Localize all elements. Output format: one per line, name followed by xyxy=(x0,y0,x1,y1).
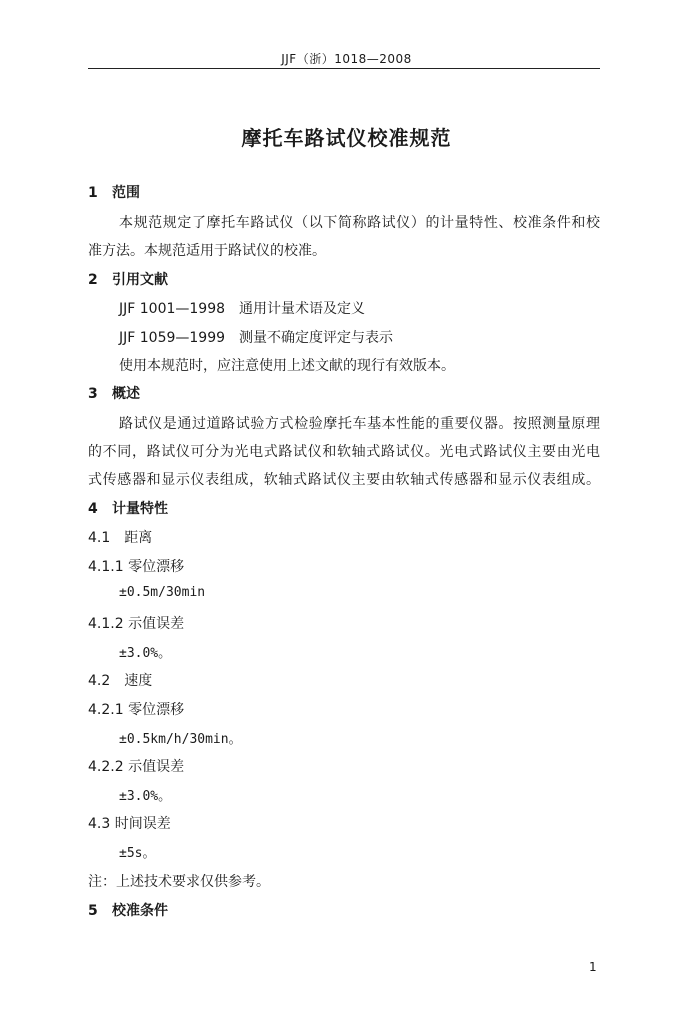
section-title: 校准条件 xyxy=(112,903,168,919)
section-1-heading xyxy=(88,182,140,202)
section-title: 概述 xyxy=(112,386,140,402)
paragraph-line: 本规范规定了摩托车路试仪（以下简称路试仪）的计量特性、校准条件和校 xyxy=(119,215,600,231)
reference-item: JJF 1059—1999 测量不确定度评定与表示 xyxy=(119,330,394,346)
section-number: 4 xyxy=(88,501,98,517)
section-4-heading xyxy=(88,498,168,518)
spec-value: ±0.5m/30min xyxy=(119,585,206,600)
section-title: 范围 xyxy=(112,185,140,201)
paragraph-line: 路试仪是通过道路试验方式检验摩托车基本性能的重要仪器。按照测量原理 xyxy=(119,416,600,432)
subsection-heading: 4.1.1 零位漂移 xyxy=(88,559,185,575)
subsection-heading: 4.1 距离 xyxy=(88,530,153,546)
subsection-heading: 4.2.1 零位漂移 xyxy=(88,702,185,718)
section-title: 计量特性 xyxy=(112,501,168,517)
subsection-heading: 4.2.2 示值误差 xyxy=(88,759,185,775)
paragraph-line: 式传感器和显示仪表组成，软轴式路试仪主要由软轴式传感器和显示仪表组成。 xyxy=(88,472,600,488)
section-5-heading xyxy=(88,900,168,920)
spec-value: ±5s。 xyxy=(119,846,156,861)
section-3-heading xyxy=(88,383,140,403)
section-number: 5 xyxy=(88,903,98,919)
subsection-heading: 4.3 时间误差 xyxy=(88,816,171,832)
note-text: 注：上述技术要求仅供参考。 xyxy=(88,874,270,890)
document-title: 摩托车路试仪校准规范 xyxy=(241,126,452,150)
page-number: 1 xyxy=(589,960,597,974)
subsection-heading: 4.2 速度 xyxy=(88,673,153,689)
paragraph-line: 使用本规范时，应注意使用上述文献的现行有效版本。 xyxy=(119,358,455,374)
section-title: 引用文献 xyxy=(112,272,168,288)
paragraph-line: 的不同，路试仪可分为光电式路试仪和软轴式路试仪。光电式路试仪主要由光电 xyxy=(88,444,600,460)
section-number: 3 xyxy=(88,386,98,402)
section-number: 1 xyxy=(88,185,98,201)
header-divider xyxy=(88,68,600,69)
spec-value: ±3.0%。 xyxy=(119,789,172,804)
reference-item: JJF 1001—1998 通用计量术语及定义 xyxy=(119,301,366,317)
section-number: 2 xyxy=(88,272,98,288)
spec-value: ±3.0%。 xyxy=(119,646,172,661)
paragraph-line: 准方法。本规范适用于路试仪的校准。 xyxy=(88,243,326,259)
section-2-heading xyxy=(88,269,168,289)
document-code-header: JJF（浙）1018—2008 xyxy=(281,52,412,66)
spec-value: ±0.5km/h/30min。 xyxy=(119,732,242,747)
subsection-heading: 4.1.2 示值误差 xyxy=(88,616,185,632)
